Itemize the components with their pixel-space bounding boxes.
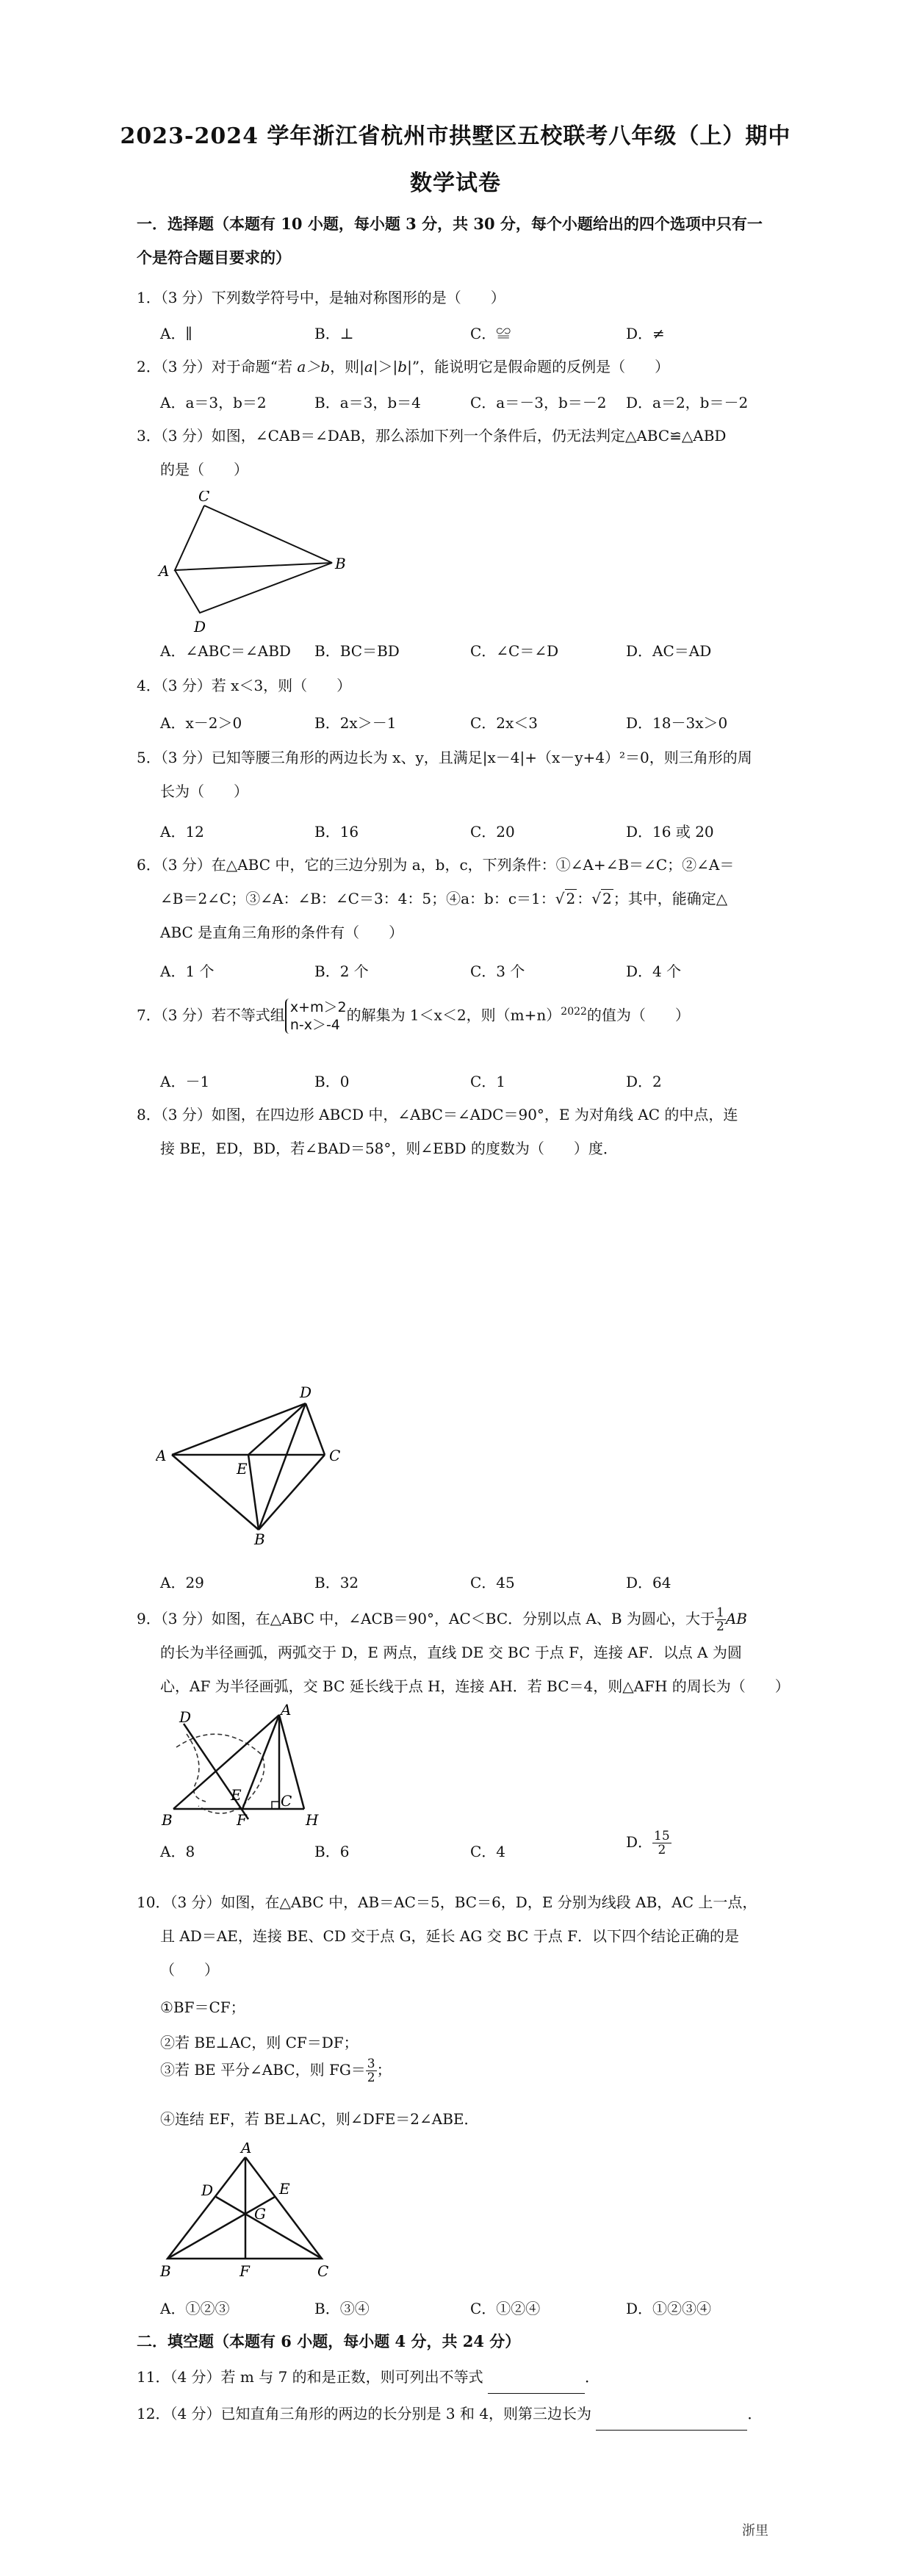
q9-stem-part: AB: [725, 1610, 747, 1627]
q11-stem-text: 11．（4 分）若 m 与 7 的和是正数，则可列出不等式: [137, 2368, 483, 2386]
q10-options: [160, 2297, 785, 2326]
q10-figure: [156, 2143, 347, 2285]
q6-stem-line2: [137, 882, 783, 915]
q8-label-b: B: [254, 1530, 265, 1546]
q7-stem-part: 的值为（ ）: [586, 1006, 690, 1024]
q9-line-de: [184, 1724, 248, 1819]
q8-option-b[interactable]: B．32: [314, 1574, 359, 1591]
q8-segment-ad: [172, 1403, 306, 1455]
q8-label-a: A: [156, 1447, 167, 1464]
q9-stem-line3: 心，AF 为半径画弧，交 BC 延长线于点 H，连接 AH．若 BC＝4，则△AFH 的周长为（ ）: [160, 1677, 790, 1695]
q6-option-c[interactable]: C．3 个: [470, 963, 525, 980]
q4-stem: 4．（3 分）若 x＜3，则（ ）: [137, 677, 352, 694]
q9-label-h: H: [306, 1811, 319, 1828]
q10-stem-line2: 且 AD＝AE，连接 BE、CD 交于点 G，延长 AG 交 BC 于点 F．以下四个结论正确的是: [160, 1927, 740, 1945]
q7-inequality-1: x+m＞2: [289, 999, 347, 1016]
q9-option-c[interactable]: C．4: [470, 1843, 506, 1860]
q11-answer-blank[interactable]: [488, 2371, 585, 2394]
q10-statement-4: ④连结 EF，若 BE⊥AC，则∠DFE＝2∠ABE．: [160, 2110, 479, 2128]
q8-options: [160, 1571, 785, 1600]
q9-segment-ab: [173, 1715, 279, 1809]
q10-label-d: D: [201, 2181, 214, 2199]
q9-label-a: A: [281, 1703, 292, 1719]
q4-option-d[interactable]: D．18－3x＞0: [626, 714, 728, 732]
q10-option-c[interactable]: C．①②④: [470, 2300, 541, 2317]
q8-segment-dc: [306, 1403, 325, 1455]
q1-option-c[interactable]: C．≌: [470, 325, 511, 342]
q5-option-b[interactable]: B．16: [314, 823, 359, 841]
q8-label-d: D: [300, 1384, 312, 1401]
q3-option-b[interactable]: B．BC＝BD: [314, 642, 400, 660]
q5-options: [160, 820, 785, 849]
q5-stem: [137, 741, 783, 808]
q1-options: [160, 322, 785, 351]
q10-fraction-three-halves: [366, 2057, 377, 2084]
q10-stem-line1: 10．（3 分）如图，在△ABC 中，AB＝AC＝5，BC＝6，D，E 分别为线段 AB，AC 上一点，: [137, 1893, 757, 1911]
q8-segment-bc: [259, 1455, 325, 1530]
q4-option-a[interactable]: A．x－2＞0: [160, 714, 242, 732]
q9-option-d[interactable]: [626, 1830, 671, 1857]
q8-stem-line2: 接 BE，ED，BD，若∠BAD＝58°，则∠EBD 的度数为（ ）度．: [160, 1140, 618, 1157]
q7-options: [160, 1070, 785, 1099]
q7-stem: [137, 995, 783, 1034]
q8-option-d[interactable]: D．64: [626, 1574, 671, 1591]
section1-line2: 个是符合题目要求的）: [137, 248, 291, 267]
q10-option-a[interactable]: A．①②③: [160, 2300, 230, 2317]
q9-option-a[interactable]: A．8: [160, 1843, 195, 1860]
q2-stem-part: b: [397, 358, 408, 375]
q6-stem: [137, 848, 783, 949]
q6-stem-line1: 6．（3 分）在△ABC 中，它的三边分别为 a，b，c，下列条件：①∠A+∠B＝∠C；②∠A＝: [137, 856, 735, 874]
q1-option-a[interactable]: A．∥: [160, 325, 192, 342]
q6-option-b[interactable]: B．2 个: [314, 963, 369, 980]
q8-option-a[interactable]: A．29: [160, 1574, 204, 1591]
q6-stem-part: ：: [577, 890, 592, 907]
q6-option-a[interactable]: A．1 个: [160, 963, 215, 980]
q9-option-b[interactable]: B．6: [314, 1843, 350, 1860]
q2-stem-part: 2．（3 分）对于命题“若: [137, 358, 298, 375]
q10-option-b[interactable]: B．③④: [314, 2300, 370, 2317]
q9-optd-denominator: 2: [658, 1843, 666, 1857]
q11-stem-end: ．: [585, 2368, 600, 2386]
q8-option-c[interactable]: C．45: [470, 1574, 515, 1591]
q11-stem: [137, 2360, 783, 2394]
q8-stem: [137, 1098, 783, 1165]
q6-sqrt-2b: √ 2: [591, 890, 612, 907]
q8-label-e: E: [237, 1460, 248, 1478]
q2-stem-part: |＞|: [372, 358, 398, 375]
q3-figure: [156, 491, 347, 641]
q3-option-a[interactable]: A．∠ABC＝∠ABD: [160, 642, 291, 660]
q6-options: [160, 960, 785, 989]
q7-inequality-system: [285, 999, 347, 1034]
q4-option-b[interactable]: B．2x＞－1: [314, 714, 397, 732]
q9-label-d: D: [179, 1708, 192, 1726]
q3-option-c[interactable]: C．∠C＝∠D: [470, 642, 559, 660]
q12-stem: [137, 2397, 783, 2431]
q3-options: [160, 639, 785, 669]
q10-label-b: B: [160, 2262, 171, 2280]
q10-stem-line3: （ ）: [160, 1961, 219, 1979]
section1-line1: 一．选择题（本题有 10 小题，每小题 3 分，共 30 分，每个小题给出的四个选项中只有一: [137, 215, 763, 233]
q10-label-a: A: [241, 2143, 252, 2156]
q9-fraction-half: [715, 1606, 726, 1633]
q10-stem: [137, 1885, 783, 1987]
q3-stem-line2: 的是（ ）: [160, 461, 248, 478]
section1-heading: [137, 207, 783, 275]
q5-option-d[interactable]: D．16 或 20: [626, 823, 714, 841]
q4-option-c[interactable]: C．2x＜3: [470, 714, 539, 732]
q10-statement-3: [160, 2057, 785, 2084]
q10-statement-1: ①BF＝CF；: [160, 1998, 245, 2016]
q5-option-a[interactable]: A．12: [160, 823, 204, 841]
q2-option-d[interactable]: D．a＝2，b＝－2: [626, 394, 749, 411]
q3-label-c: C: [198, 491, 210, 505]
q10-statement-3-text: ③若 BE 平分∠ABC，则 FG＝: [160, 2061, 366, 2079]
q6-stem-line3: ABC 是直角三角形的条件有（ ）: [160, 924, 404, 941]
q6-option-d[interactable]: D．4 个: [626, 963, 682, 980]
q3-triangle-abd: [175, 563, 332, 613]
q10-statement-2: ②若 BE⊥AC，则 CF＝DF；: [160, 2034, 359, 2051]
q6-radicand: 2: [566, 890, 576, 907]
q1-option-d[interactable]: D．≠: [626, 325, 665, 342]
q9-optd-numerator: 15: [654, 1829, 670, 1843]
q5-option-c[interactable]: C．20: [470, 823, 515, 841]
q8-stem-line1: 8．（3 分）如图，在四边形 ABCD 中，∠ABC＝∠ADC＝90°，E 为对角线 AC 的中点，连: [137, 1106, 738, 1123]
q9-label-c: C: [281, 1792, 292, 1810]
q10-frac-denominator: 2: [367, 2070, 375, 2085]
q9-options: [160, 1829, 785, 1869]
q7-option-c[interactable]: C．1: [470, 1073, 506, 1090]
q10-label-c: C: [317, 2262, 329, 2280]
q2-stem-part: |”，能说明它是假命题的反例是（ ）: [407, 358, 670, 375]
q4-options: [160, 711, 785, 741]
q6-stem-part: ；其中，能确定△: [613, 890, 728, 907]
q5-stem-line1: 5．（3 分）已知等腰三角形的两边长为 x、y，且满足|x－4|+（x－y+4）²＝0，则三角形的周: [137, 749, 752, 766]
q6-stem-part: ∠B＝2∠C；③∠A：∠B：∠C＝3：4：5；④a：b：c＝1：: [160, 890, 555, 907]
q10-segment-cd: [216, 2197, 322, 2259]
q2-stem: [137, 350, 783, 384]
q10-label-g: G: [254, 2205, 266, 2223]
q9-stem-part: 9．（3 分）如图，在△ABC 中，∠ACB＝90°，AC＜BC．分别以点 A、B 为圆心，大于: [137, 1610, 715, 1627]
q3-label-b: B: [335, 555, 346, 572]
q3-label-d: D: [194, 618, 206, 636]
q3-diagram: [156, 491, 347, 638]
q12-stem-end: ．: [747, 2405, 763, 2422]
q9-label-e: E: [231, 1786, 242, 1804]
q2-option-a[interactable]: A．a＝3，b＝2: [160, 394, 267, 411]
q7-inequality-2: n-x＞-4: [289, 1017, 340, 1034]
q2-stem-part: a: [364, 358, 373, 375]
q5-stem-line2: 长为（ ）: [160, 782, 248, 800]
q8-label-c: C: [329, 1447, 341, 1464]
q9-arc-a: [187, 1734, 206, 1802]
q9-right-angle-mark: [272, 1802, 279, 1809]
q3-triangle-abc: [175, 506, 332, 570]
q9-option-d-label: D．: [626, 1833, 653, 1851]
q7-option-b[interactable]: B．0: [314, 1073, 350, 1090]
q10-label-f: F: [240, 2262, 250, 2280]
q10-option-d[interactable]: D．①②③④: [626, 2300, 712, 2317]
q7-option-a[interactable]: A．－1: [160, 1073, 210, 1090]
q9-label-f: F: [237, 1811, 247, 1828]
q3-stem: [137, 419, 783, 486]
q7-exponent: 2022: [561, 1006, 587, 1018]
q2-option-c[interactable]: C．a＝－3，b＝－2: [470, 394, 607, 411]
q3-stem-line1: 3．（3 分）如图，∠CAB＝∠DAB，那么添加下列一个条件后，仍无法判定△ABC≌△ABD: [137, 427, 727, 445]
q9-label-b: B: [162, 1811, 173, 1828]
q12-answer-blank[interactable]: [596, 2408, 747, 2431]
page-footer: 浙里: [742, 2523, 768, 2539]
q10-label-e: E: [279, 2180, 290, 2198]
q7-stem-part: 的解集为 1＜x＜2，则（m+n）: [346, 1006, 561, 1024]
q12-stem-text: 12．（4 分）已知直角三角形的两边的长分别是 3 和 4，则第三边长为: [137, 2405, 592, 2422]
q7-stem-part: 7．（3 分）若不等式组: [137, 1006, 285, 1024]
q2-stem-part: ，则|: [330, 358, 364, 375]
exam-title-line1: 2023-2024 学年浙江省杭州市拱墅区五校联考八年级（上）期中: [120, 123, 791, 149]
q10-frac-numerator: 3: [367, 2057, 375, 2071]
exam-title-line2: 数学试卷: [410, 170, 501, 196]
q9-diagram: [154, 1703, 338, 1828]
q9-arc-b: [176, 1734, 264, 1813]
q6-sqrt-2a: √ 2: [555, 890, 576, 907]
q9-frac-denominator: 2: [716, 1619, 724, 1634]
q3-label-a: A: [159, 562, 170, 580]
q2-option-b[interactable]: B．a＝3，b＝4: [314, 394, 421, 411]
q7-option-d[interactable]: D．2: [626, 1073, 662, 1090]
q8-segment-bd: [259, 1403, 306, 1530]
q1-stem: 1．（3 分）下列数学符号中，是轴对称图形的是（ ）: [137, 289, 505, 306]
q9-option-d-fraction: [652, 1830, 671, 1857]
q8-figure: [156, 1384, 354, 1549]
q9-stem-line2: 的长为半径画弧，两弧交于 D，E 两点，直线 DE 交 BC 于点 F，连接 AF．以点 A 为圆: [160, 1644, 742, 1661]
q1-option-b[interactable]: B．⊥: [314, 325, 354, 342]
q9-figure: [154, 1703, 338, 1831]
q8-diagram: [156, 1384, 354, 1546]
q6-radicand: 2: [602, 890, 612, 907]
q9-segment-af: [242, 1715, 279, 1809]
q10-diagram: [156, 2143, 347, 2282]
q9-stem-line1: [137, 1602, 783, 1636]
section2-heading: 二．填空题（本题有 6 小题，每小题 4 分，共 24 分）: [137, 2332, 521, 2350]
q10-statement-3-end: ；: [376, 2061, 392, 2079]
q2-stem-part: a＞b: [297, 358, 331, 375]
q3-option-d[interactable]: D．AC＝AD: [626, 642, 712, 660]
q9-frac-numerator: 1: [716, 1605, 724, 1620]
q8-segment-be: [248, 1455, 259, 1530]
q2-options: [160, 391, 785, 420]
q9-stem: [137, 1602, 790, 1703]
